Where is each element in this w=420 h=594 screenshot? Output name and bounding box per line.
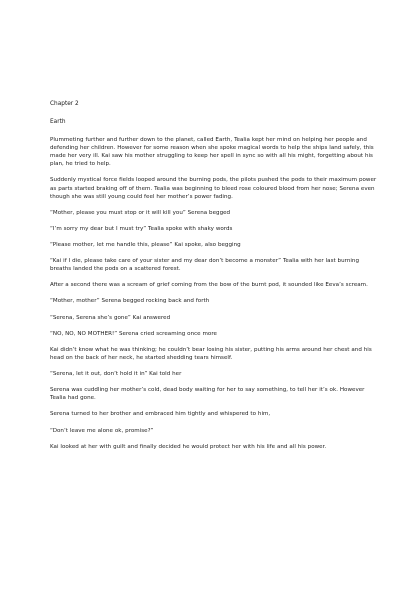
paragraph: “Serena, let it out, don’t hold it in” Kai told her — [50, 371, 182, 378]
paragraph: Suddenly mystical force fields looped around the burning pods, the pilots pushed the pods to their maximum power as parts started braking off of them. Tealia was beginning to bleed rose coloured blood from her nose; Serena even though she was still young could feel her mother’s power fading. — [50, 177, 377, 200]
paragraph: Serena was cuddling her mother’s cold, dead body waiting for her to say something, to tell her it’s ok. However Tealia had gone. — [50, 387, 365, 402]
paragraph: Serena turned to her brother and embraced him tightly and whispered to him, — [50, 411, 271, 418]
paragraph: Kai didn’t know what he was thinking; he couldn’t bear losing his sister, putting his arms around her chest and his head on the back of her neck, he started shedding tears himself. — [50, 346, 372, 361]
paragraph: “NO, NO, NO MOTHER!” Serena cried screaming once more — [50, 330, 217, 337]
paragraph: “I’m sorry my dear but I must try” Tealia spoke with shaky words — [50, 225, 233, 232]
paragraph: Kai looked at her with guilt and finally decided he would protect her with his life and all his power. — [50, 443, 327, 450]
paragraph: “Kai if I die, please take care of your sister and my dear don’t become a monster” Tealia with her last burning breaths landed the pods on a scattered forest. — [50, 258, 360, 273]
paragraph: “Please mother, let me handle this, please” Kai spoke, also begging — [50, 241, 241, 248]
paragraph: After a second there was a scream of grief coming from the bow of the burnt pod, it sounded like Eeva’s scream. — [50, 282, 368, 289]
document-page — [50, 100, 380, 459]
chapter-heading: Chapter 2 — [50, 101, 79, 107]
paragraph: “Mother, mother” Serena begged rocking back and forth — [50, 298, 210, 305]
body-text — [50, 136, 380, 451]
paragraph: “Don’t leave me alone ok, promise?” — [50, 427, 154, 434]
chapter-subtitle: Earth — [50, 118, 66, 125]
paragraph: Plummeting further and further down to the planet, called Earth, Tealia kept her mind on helping her people and defending her children. However for some reason when she spoke magical words to help the ships land safely, this made her very ill. Kai saw his mother struggling to keep her spell in sync so with all his might, forgetting about his plan, he tried to help. — [50, 136, 374, 168]
paragraph: “Serena, Serena she’s gone” Kai answered — [50, 314, 171, 321]
paragraph: “Mother, please you must stop or it will kill you” Serena begged — [50, 209, 231, 216]
